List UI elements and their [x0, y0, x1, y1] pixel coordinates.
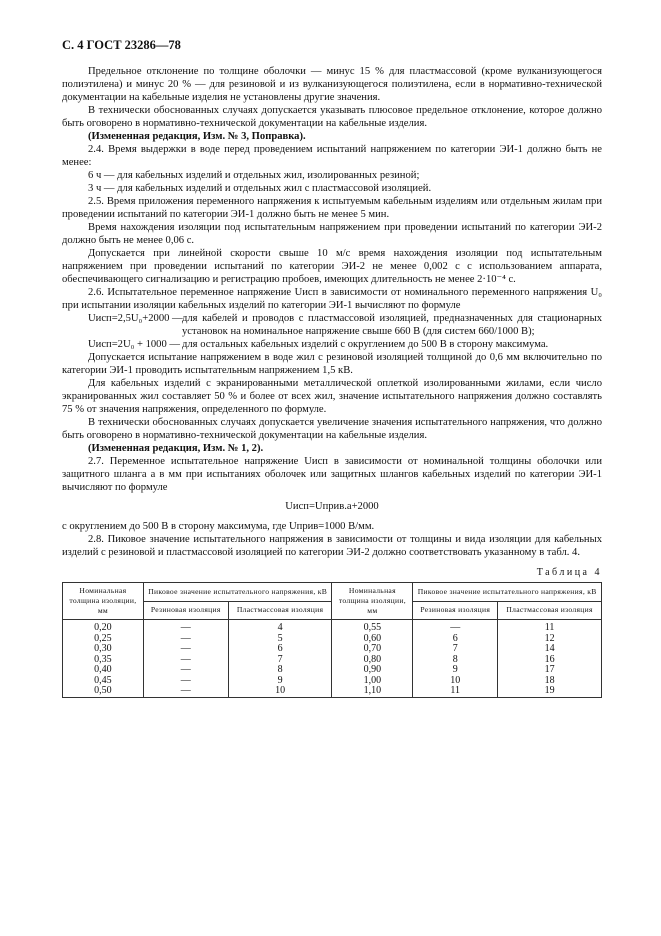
table-cell: 8: [228, 665, 332, 676]
paragraph: Для кабельных изделий с экранированными металлической оплеткой изолированными жилами, если число экранированных жил составляет 50 % и более от всех жил, значение испытательного напряжения должно составлять 75 % от значения напряжения, определенного по формуле.: [62, 378, 602, 415]
table-cell: 0,80: [332, 655, 413, 666]
formula-description: для кабелей и проводов с пластмассовой изоляцией, предназначенных для стационарных установок на номинальное напряжение свыше 660 В (для систем 660/1000 В);: [182, 313, 602, 337]
list-item: 6 ч — для кабельных изделий и отдельных жил, изолированных резиной;: [88, 170, 420, 181]
table-cell: 4: [228, 620, 332, 634]
table-cell: —: [413, 620, 498, 634]
table-cell: 6: [228, 644, 332, 655]
table-cell: —: [143, 644, 228, 655]
table-cell: 0,30: [63, 644, 144, 655]
table-cell: 0,70: [332, 644, 413, 655]
header-rubber: Резиновая изоляция: [413, 601, 498, 620]
table-cell: —: [143, 634, 228, 645]
paragraph: Время нахождения изоляции под испытательным напряжением при проведении испытаний по категории ЭИ-2 должно быть не менее 0,06 с.: [62, 222, 602, 246]
formula-row: [62, 312, 602, 338]
formula: Uисп=2,5U₀+2000 —: [88, 313, 183, 324]
table-cell: 11: [413, 686, 498, 697]
clause-2-4: 2.4. Время выдержки в воде перед проведением испытаний напряжением по категории ЭИ-1 должно быть не менее:: [62, 144, 602, 168]
paragraph: Допускается испытание напряжением в воде жил с резиновой изоляцией толщиной до 0,6 мм включительно по категории ЭИ-1 проводить испытательным напряжением 1,5 кВ.: [62, 352, 602, 376]
table-cell: —: [143, 676, 228, 687]
table-cell: 18: [498, 676, 602, 687]
amendment-note: (Измененная редакция, Изм. № 3, Поправка).: [88, 131, 306, 142]
clause-2-6: 2.6. Испытательное переменное напряжение Uисп в зависимости от номинального переменного напряжения U₀ при испытании изоляции кабельных изделий по категории ЭИ-1 вычисляют по формуле: [62, 287, 602, 311]
paragraph: с округлением до 500 В в сторону максимума, где Uприв=1000 В/мм.: [62, 521, 375, 532]
paragraph: Допускается при линейной скорости свыше 10 м/с время нахождения изоляции под испытательным напряжением при проведении испытаний по категории ЭИ-2 не менее 0,002 с с использованием аппарата, обеспечивающего сигнализацию и регистрацию пробоев, имеющих длительность не менее 2·10⁻⁴ с.: [62, 248, 602, 285]
header-thickness: Номинальная толщина изоляции, мм: [63, 583, 144, 620]
table-cell: 0,90: [332, 665, 413, 676]
table-row: [63, 620, 602, 634]
formula-row: [62, 338, 602, 351]
paragraph: В технически обоснованных случаях допускается увеличение значения испытательного напряжения, что должно быть оговорено в нормативно-технической документации на кабельные изделия.: [62, 417, 602, 441]
list-item: 3 ч — для кабельных изделий и отдельных жил с пластмассовой изоляцией.: [88, 183, 432, 194]
table-cell: 0,25: [63, 634, 144, 645]
header-plastic: Пластмассовая изоляция: [228, 601, 332, 620]
header-peak: Пиковое значение испытательного напряжения, кВ: [143, 583, 332, 602]
table-cell: 6: [413, 634, 498, 645]
table-cell: 11: [498, 620, 602, 634]
table-caption: Таблица 4: [536, 567, 602, 578]
table-cell: 1,00: [332, 676, 413, 687]
table-cell: 0,35: [63, 655, 144, 666]
table-cell: 0,45: [63, 676, 144, 687]
table-cell: 7: [228, 655, 332, 666]
table-cell: —: [143, 686, 228, 697]
header-peak: Пиковое значение испытательного напряжения, кВ: [413, 583, 602, 602]
formula-description: для остальных кабельных изделий с округлением до 500 В в сторону максимума.: [182, 339, 549, 350]
document-page: [62, 38, 602, 698]
table-cell: —: [143, 665, 228, 676]
table-cell: 12: [498, 634, 602, 645]
table-cell: 19: [498, 686, 602, 697]
table-cell: 0,50: [63, 686, 144, 697]
table-row: [63, 634, 602, 645]
amendment-note: (Измененная редакция, Изм. № 1, 2).: [88, 443, 264, 454]
table-cell: 10: [413, 676, 498, 687]
table-row: [63, 686, 602, 697]
table-row: [63, 655, 602, 666]
page-header: С. 4 ГОСТ 23286—78: [62, 38, 181, 52]
table-row: [63, 644, 602, 655]
header-plastic: Пластмассовая изоляция: [498, 601, 602, 620]
table-cell: —: [143, 620, 228, 634]
table-cell: 10: [228, 686, 332, 697]
table-row: [63, 676, 602, 687]
formula-centered: Uисп=Uприв.a+2000: [285, 501, 379, 512]
table-cell: 1,10: [332, 686, 413, 697]
header-rubber: Резиновая изоляция: [143, 601, 228, 620]
table-cell: 16: [498, 655, 602, 666]
table-4: [62, 582, 602, 698]
paragraph: Предельное отклонение по толщине оболочки — минус 15 % для пластмассовой (кроме вулканизующегося полиэтилена) и минус 20 % — для резиновой и из вулканизующегося полиэтилена, если в нормативно-технической документации на кабельные изделия не установлены другие значения.: [62, 66, 602, 103]
table-cell: 17: [498, 665, 602, 676]
table-cell: 0,55: [332, 620, 413, 634]
table-cell: 14: [498, 644, 602, 655]
table-cell: 9: [228, 676, 332, 687]
paragraph: В технически обоснованных случаях допускается указывать плюсовое предельное отклонение, которое должно быть оговорено в нормативно-технической документации на кабельные изделия.: [62, 105, 602, 129]
table-row: [63, 665, 602, 676]
clause-2-5: 2.5. Время приложения переменного напряжения к испытуемым кабельным изделиям или отдельным жилам при проведении испытаний по категории ЭИ-1 должно быть не менее 5 мин.: [62, 196, 602, 220]
table-cell: 0,20: [63, 620, 144, 634]
header-thickness: Номинальная толщина изоляции, мм: [332, 583, 413, 620]
table-cell: 8: [413, 655, 498, 666]
clause-2-7: 2.7. Переменное испытательное напряжение Uисп в зависимости от номинальной толщины оболочки или защитного шланга a в мм при испытаниях оболочек или защитных шлангов кабельных изделий по категории ЭИ-1 вычисляют по формуле: [62, 456, 602, 493]
table-cell: 0,60: [332, 634, 413, 645]
table-cell: 7: [413, 644, 498, 655]
table-cell: 0,40: [63, 665, 144, 676]
table-cell: —: [143, 655, 228, 666]
table-cell: 5: [228, 634, 332, 645]
clause-2-8: 2.8. Пиковое значение испытательного напряжения в зависимости от толщины и вида изоляции для кабельных изделий с резиновой и пластмассовой изоляцией по категории ЭИ-2 должно соответствовать указанному в табл. 4.: [62, 534, 602, 558]
formula: Uисп=2U₀ + 1000 —: [88, 339, 181, 350]
table-cell: 9: [413, 665, 498, 676]
